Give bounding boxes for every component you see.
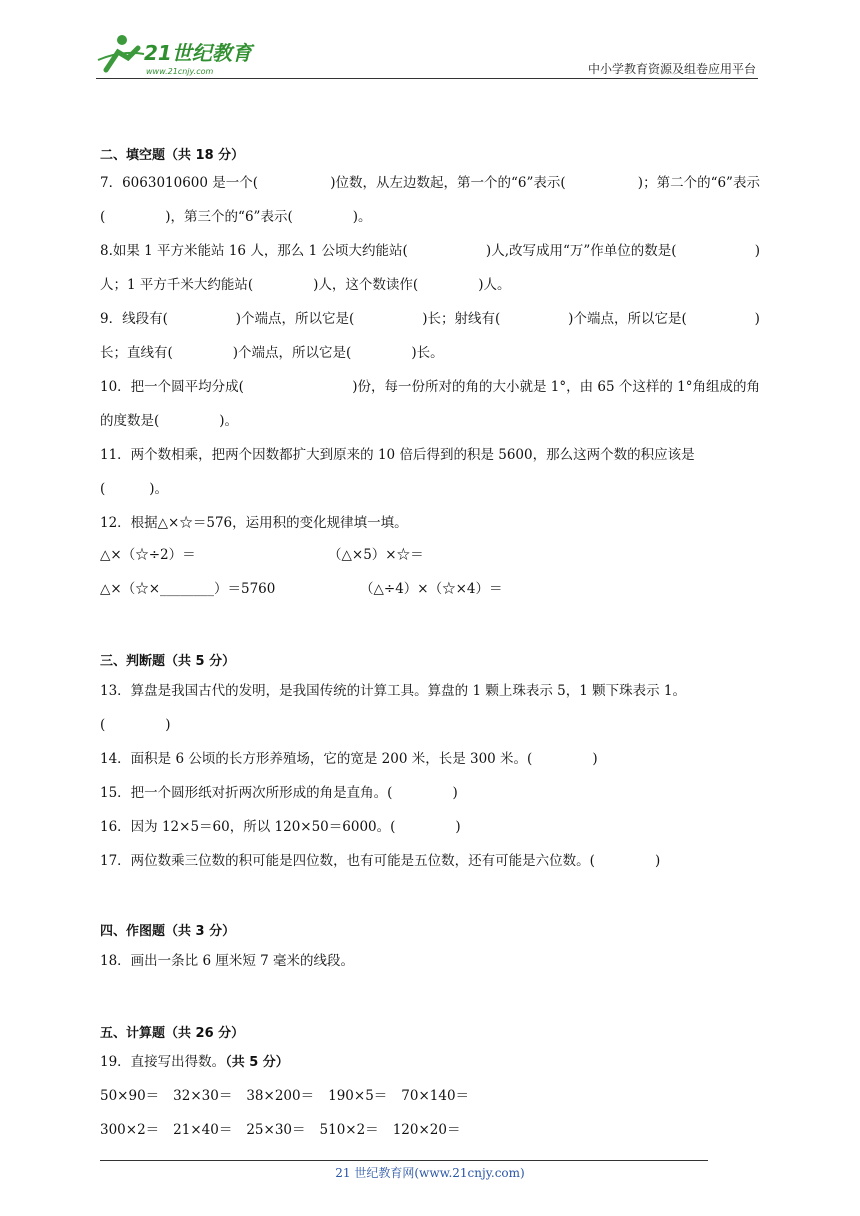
q19-prompt xyxy=(100,1052,289,1073)
section-judge-title: 三、判断题（共 5 分） xyxy=(100,654,236,669)
q7-line2 xyxy=(100,207,372,227)
q9-blank-2[interactable] xyxy=(368,309,408,329)
q8-text-a: 8.如果 1 平方米能站 16 人，那么 1 公顷大约能站( xyxy=(100,243,408,259)
calc-item: 50×90＝ xyxy=(100,1088,160,1104)
section-calc-title: 五、计算题（共 26 分） xyxy=(100,1026,245,1041)
q9-text-a: 9．线段有( xyxy=(100,311,168,327)
q10-line1 xyxy=(100,377,760,397)
q10-blank-1[interactable] xyxy=(278,377,318,397)
q12-expr-4: （△÷4）×（☆×4）＝ xyxy=(360,581,503,597)
q11-text-b: ( xyxy=(100,481,106,497)
calc-item: 25×30＝ xyxy=(246,1122,306,1138)
q8-text-b: )人,改写成用“万”作单位的数是( xyxy=(485,243,677,259)
q17-text-a: 17．两位数乘三位数的积可能是四位数，也有可能是五位数，还有可能是六位数。( xyxy=(100,853,595,869)
q11-line1: 11．两个数相乘，把两个因数都扩大到原来的 10 倍后得到的积是 5600，那么这两个数的积应该是 xyxy=(100,447,695,463)
q9-text-f: 长；直线有( xyxy=(100,345,173,361)
q13-text: 13．算盘是我国古代的发明，是我国传统的计算工具。算盘的 1 颗上珠表示 5，1 颗下珠表示 1。 xyxy=(100,683,686,699)
q9-line2 xyxy=(100,343,444,363)
q9-blank-1[interactable] xyxy=(182,309,222,329)
q10-line2 xyxy=(100,411,238,431)
calc-item: 190×5＝ xyxy=(328,1088,388,1104)
q7-text-e: )，第三个的“6”表示( xyxy=(165,209,293,225)
q7-blank-1[interactable] xyxy=(269,173,319,193)
q9-text-d: )个端点，所以它是( xyxy=(568,311,687,327)
q13-answer xyxy=(100,715,171,735)
q14-text-b: ) xyxy=(592,751,598,767)
q19-score: （共 5 分） xyxy=(225,1055,289,1070)
q9-line1 xyxy=(100,309,760,329)
q7-line1 xyxy=(100,173,760,193)
q8-line1 xyxy=(100,241,760,261)
q12-expr-2: （△×5）×☆＝ xyxy=(328,547,424,563)
q12-prompt: 12．根据△×☆＝576，运用积的变化规律填一填。 xyxy=(100,515,408,531)
q19-row-1 xyxy=(100,1086,483,1106)
logo-text: 21世纪教育 xyxy=(144,41,252,65)
q16-text-a: 16．因为 12×5＝60，所以 120×50＝6000。( xyxy=(100,819,396,835)
q15-text-b: ) xyxy=(452,785,458,801)
q14 xyxy=(100,749,598,769)
q7-text-c: )；第二个的“6”表示 xyxy=(637,175,760,191)
q13-text-c: ) xyxy=(165,717,171,733)
q8-blank-2[interactable] xyxy=(691,241,741,261)
header-divider xyxy=(96,78,758,79)
q11-line2 xyxy=(100,479,168,499)
q9-text-h: )长。 xyxy=(411,345,444,361)
q9-blank-4[interactable] xyxy=(701,309,741,329)
q8-text-c: ) xyxy=(754,243,760,259)
logo xyxy=(92,30,262,78)
platform-name: 中小学教育资源及组卷应用平台 xyxy=(587,62,756,76)
q15-text-a: 15．把一个圆形纸对折两次所形成的角是直角。( xyxy=(100,785,393,801)
q9-text-e: ) xyxy=(754,311,760,327)
section-draw-title: 四、作图题（共 3 分） xyxy=(100,924,236,939)
q9-text-b: )个端点，所以它是( xyxy=(235,311,355,327)
q12-expr-1: △×（☆÷2）＝ xyxy=(100,547,196,563)
q12-expr-3: △×（☆×________）＝5760 xyxy=(100,581,276,597)
page-header xyxy=(0,0,860,80)
q19-text: 19．直接写出得数。 xyxy=(100,1054,226,1070)
q7-text-b: )位数，从左边数起，第一个的“6”表示( xyxy=(330,175,566,191)
section-fill-title: 二、填空题（共 18 分） xyxy=(100,148,245,163)
q9-text-c: )长；射线有( xyxy=(422,311,501,327)
q9-text-g: )个端点，所以它是( xyxy=(232,345,352,361)
q8-text-e: )人，这个数读作( xyxy=(313,277,419,293)
calc-item: 21×40＝ xyxy=(173,1122,233,1138)
q17-text-b: ) xyxy=(654,853,661,869)
q8-text-f: )人。 xyxy=(478,277,511,293)
q7-blank-2[interactable] xyxy=(577,173,627,193)
q7-text-a: 7．6063010600 是一个( xyxy=(100,175,259,191)
logo-url: www.21cnjy.com xyxy=(146,67,214,76)
q19-row-2 xyxy=(100,1120,474,1140)
q10-text-c: 的度数是( xyxy=(100,413,160,429)
q14-text-a: 14．面积是 6 公顷的长方形养殖场，它的宽是 200 米，长是 300 米。( xyxy=(100,751,533,767)
calc-item: 38×200＝ xyxy=(246,1088,315,1104)
q7-text-d: ( xyxy=(100,209,106,225)
q16 xyxy=(100,817,461,837)
calc-item: 32×30＝ xyxy=(173,1088,233,1104)
calc-item: 300×2＝ xyxy=(100,1122,160,1138)
q16-text-b: ) xyxy=(455,819,461,835)
q10-text-d: )。 xyxy=(219,413,239,429)
q11-text-c: )。 xyxy=(149,481,169,497)
calc-item: 120×20＝ xyxy=(392,1122,461,1138)
footer-link[interactable]: 21 世纪教育网(www.21cnjy.com) xyxy=(335,1166,525,1180)
calc-item: 510×2＝ xyxy=(319,1122,379,1138)
q9-blank-3[interactable] xyxy=(514,309,554,329)
footer-divider xyxy=(100,1160,708,1161)
q8-blank-1[interactable] xyxy=(422,241,472,261)
q10-text-b: )份，每一份所对的角的大小就是 1°，由 65 个这样的 1°角组成的角 xyxy=(352,379,760,395)
q18: 18．画出一条比 6 厘米短 7 毫米的线段。 xyxy=(100,953,355,969)
q10-text-a: 10．把一个圆平均分成( xyxy=(100,379,244,395)
q8-text-d: 人；1 平方千米大约能站( xyxy=(100,277,254,293)
q15 xyxy=(100,783,458,803)
q7-text-f: )。 xyxy=(352,209,372,225)
q8-line2 xyxy=(100,275,510,295)
calc-item: 70×140＝ xyxy=(401,1088,470,1104)
q17 xyxy=(100,851,660,871)
q13-text-b: ( xyxy=(100,717,106,733)
